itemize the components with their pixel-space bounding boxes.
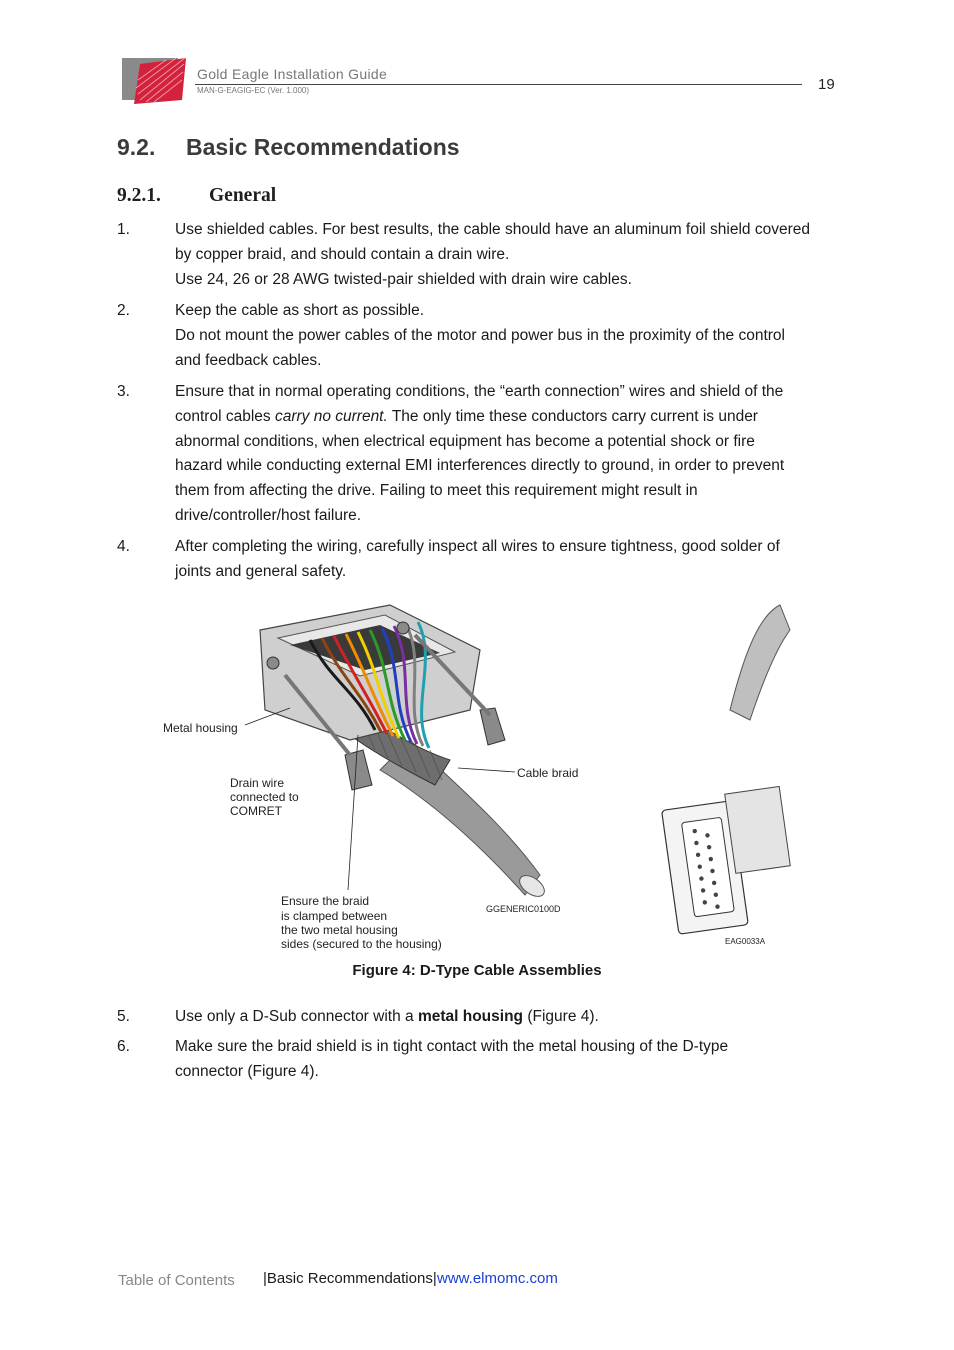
list-number: 4. — [117, 538, 130, 555]
label-cable-braid: Cable braid — [517, 766, 579, 780]
text-run: Use only a D-Sub connector with a — [175, 1008, 418, 1025]
footer-current-section — [263, 1270, 437, 1287]
footer-website-link[interactable]: www.elmomc.com — [437, 1270, 558, 1287]
header-title: Gold Eagle Installation Guide — [197, 66, 388, 82]
text-line: connector (Figure 4). — [175, 1062, 319, 1080]
subsection-heading — [117, 185, 276, 207]
section-title: Basic Recommendations — [186, 134, 460, 160]
label-braid-note: sides (secured to the housing) — [281, 937, 442, 951]
figure-caption: Figure 4: D-Type Cable Assemblies — [352, 962, 602, 979]
section-number: 9.2. — [117, 134, 156, 160]
footer-separator: | — [263, 1270, 267, 1287]
list-number: 2. — [117, 302, 130, 319]
label-drain-wire: COMRET — [230, 804, 282, 818]
subsection-title: General — [209, 185, 277, 206]
footer-toc-link[interactable]: Table of Contents — [118, 1272, 235, 1289]
label-metal-housing: Metal housing — [163, 721, 238, 735]
bold-text: metal housing — [417, 1008, 524, 1025]
list-item — [117, 535, 837, 585]
text-line: Make sure the braid shield is in tight contact with the metal housing of the D-type — [175, 1038, 729, 1055]
company-logo — [118, 54, 190, 106]
list-item — [117, 299, 837, 373]
label-drain-wire: connected to — [230, 790, 299, 804]
footer-separator: | — [432, 1270, 437, 1287]
text-line: Use 24, 26 or 28 AWG twisted-pair shielded with drain wire cables. — [175, 270, 632, 288]
text-line: abnormal conditions, when electrical equipment has become a potential shock or fire — [175, 432, 755, 450]
subsection-number: 9.2.1. — [117, 185, 161, 206]
label-braid-note: is clamped between — [281, 909, 388, 923]
text-line — [175, 405, 837, 430]
emphasis-text: carry no current. — [274, 407, 388, 425]
list-number: 5. — [117, 1008, 130, 1025]
text-run: (Figure 4). — [523, 1008, 599, 1025]
text-line: drive/controller/host failure. — [175, 506, 362, 524]
list-number: 6. — [117, 1038, 130, 1055]
text-line: Do not mount the power cables of the motor and power bus in the proximity of the control — [175, 326, 785, 344]
list-number: 3. — [117, 383, 130, 400]
text-line: Use shielded cables. For best results, the cable should have an aluminum foil shield covered — [175, 221, 810, 238]
text-line: hazard while conducting external EMI interferences directly to ground, in order to prevent — [175, 457, 785, 475]
text-line: them from affecting the drive. Failing to meet this requirement might result in — [175, 482, 698, 500]
figure-code: GGENERIC0100D — [486, 904, 561, 914]
d-type-cable-figure — [160, 590, 800, 956]
text-line — [175, 1005, 837, 1030]
list-item — [117, 1035, 837, 1085]
list-item — [117, 1005, 837, 1030]
label-drain-wire: Drain wire — [230, 776, 285, 790]
list-number: 1. — [117, 221, 130, 238]
text-line: Keep the cable as short as possible. — [175, 302, 425, 319]
text-run: control cables — [175, 407, 275, 425]
list-item — [117, 218, 837, 292]
text-run: The only time these conductors carry current is under — [387, 407, 758, 425]
text-line: joints and general safety. — [175, 562, 347, 580]
footer-section-title: Basic Recommendations — [266, 1270, 433, 1287]
text-line: After completing the wiring, carefully inspect all wires to ensure tightness, good solder of — [175, 538, 780, 555]
figure-code: EAG0033A — [725, 937, 766, 946]
text-line: by copper braid, and should contain a drain wire. — [175, 245, 510, 263]
text-line: Ensure that in normal operating conditions, the “earth connection” wires and shield of the — [175, 383, 784, 400]
page-number: 19 — [818, 76, 835, 93]
list-item — [117, 380, 837, 529]
text-line: and feedback cables. — [175, 351, 322, 369]
header-doc-id: MAN-G-EAGIG-EC (Ver. 1.000) — [197, 86, 310, 95]
label-braid-note: Ensure the braid — [281, 894, 370, 908]
header-rule — [195, 84, 802, 85]
section-heading — [117, 134, 460, 161]
label-braid-note: the two metal housing — [281, 923, 398, 937]
